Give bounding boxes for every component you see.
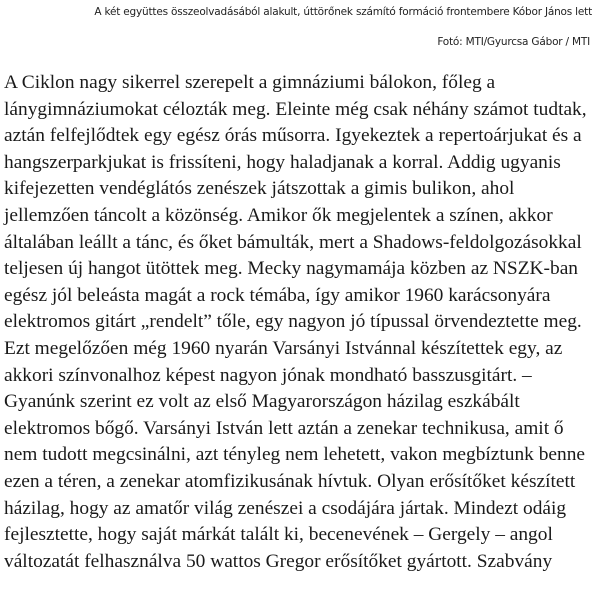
article-line: Ezt megelőzően még 1960 nyarán Varsányi Istvánnal készítettek egy, az <box>4 337 563 359</box>
article-line: elektromos gitárt „rendelt” tőle, egy nagyon jó típussal örvendeztette meg. <box>4 311 582 333</box>
photo-credit: Fotó: MTI/Gyurcsa Gábor / MTI <box>437 36 590 48</box>
article-line: házilag, hogy az amatőr világ zenészei a csodájára jártak. Mindezt odáig <box>4 497 567 519</box>
article-line: A Ciklon nagy sikerrel szerepelt a gimnáziumi bálokon, főleg a <box>4 72 496 93</box>
article-line: lánygimnáziumokat célozták meg. Eleinte még csak néhány számot tudtak, <box>4 98 587 120</box>
article-line: Gyanúnk szerint ez volt az első Magyarországon házilag eszkábált <box>4 391 520 413</box>
article-line: változatát felhasználva 50 wattos Gregor erősítőket gyártott. Szabvány <box>4 550 553 572</box>
article-line: hangszerparkjukat is frissíteni, hogy haladjanak a korral. Addig ugyanis <box>4 151 561 173</box>
article-line: kifejezetten vendéglátós zenészek játszottak a gimis bulikon, ahol <box>4 178 515 200</box>
article-line: fejlesztette, hogy saját márkát talált ki, becenevének – Gergely – angol <box>4 524 553 546</box>
article-line: akkori színvonalhoz képest nagyon jónak mondható basszusgitárt. – <box>4 364 532 386</box>
article-line: egész jól beleásta magát a rock témába, így amikor 1960 karácsonyára <box>4 284 551 306</box>
photo-caption: A két együttes összeolvadásából alakult, úttörőnek számító formáció frontembere Kóbor János lett <box>94 6 592 18</box>
article-line: elektromos bőgő. Varsányi István lett aztán a zenekar technikusa, amit ő <box>4 417 564 439</box>
article-line: általában leállt a tánc, és őket bámulták, mert a Shadows-feldolgozásokkal <box>4 231 582 253</box>
article-line: jellemzően táncolt a közönség. Amikor ők megjelentek a színen, akkor <box>4 204 553 226</box>
article-line: teljesen új hangot ütöttek meg. Mecky nagymamája közben az NSZK-ban <box>4 258 579 280</box>
article-line: ezen a téren, a zenekar atomfizikusának hívtuk. Olyan erősítőket készített <box>4 470 576 492</box>
article-line: nem tudott megcsinálni, azt tényleg nem lehetett, vakon megbíztunk benne <box>4 444 586 466</box>
article-line: aztán felfejlődtek egy egész órás műsorra. Igyekeztek a repertoárjukat és a <box>4 125 582 147</box>
article-body <box>4 70 600 575</box>
